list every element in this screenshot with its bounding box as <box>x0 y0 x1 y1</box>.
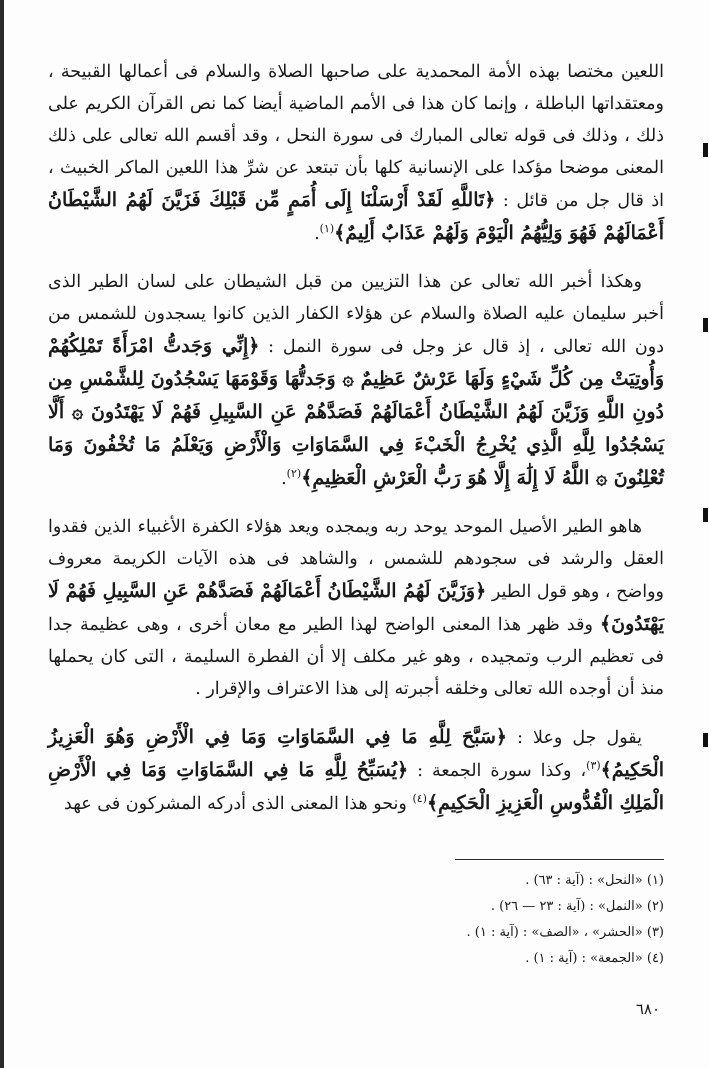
paragraph-4-quran-verse-2: ﴿يُسَبِّحُ لِلَّهِ مَا فِي السَّمَاوَاتِ وَمَا فِي الْأَرْضِ الْمَلِكِ الْقُدُّوسِ الْعَزِيزِ الْحَكِيمِ﴾ <box>48 759 664 814</box>
footnote-1: (١) «النحل» : (آية : ٦٣) . <box>525 873 664 888</box>
paragraph-4 <box>48 721 664 820</box>
page-number: ٦٨٠ <box>635 1000 660 1018</box>
footnote-4: (٤) «الجمعة» : (آية : ١) . <box>525 951 664 966</box>
paragraph-4-tail: ونحو هذا المعنى الذى أدركه المشركون فى عهد <box>64 794 413 814</box>
paragraph-2-quran-verse: ﴿إِنِّي وَجَدتُّ امْرَأَةً تَمْلِكُهُمْ وَأُوتِيَتْ مِن كُلِّ شَيْءٍ وَلَهَا عَرْشٌ عَظِيمٌ ۞ وَجَدتُّهَا وَقَوْمَهَا يَسْجُدُونَ لِلشَّمْسِ مِن دُونِ اللَّهِ وَزَيَّنَ لَهُمُ الشَّيْطَانُ أَعْمَالَهُمْ فَصَدَّهُمْ عَنِ السَّبِيلِ فَهُمْ لَا يَهْتَدُونَ ۞ أَلَّا يَسْجُدُوا لِلَّهِ الَّذِي يُخْرِجُ الْخَبْءَ فِي السَّمَاوَاتِ وَالْأَرْضِ وَيَعْلَمُ مَا تُخْفُونَ وَمَا تُعْلِنُونَ ۞ اللَّهُ لَا إِلَٰهَ إِلَّا هُوَ رَبُّ الْعَرْشِ الْعَظِيمِ﴾ <box>48 335 664 489</box>
footnote-ref-2[interactable]: (٢) <box>286 467 302 481</box>
paragraph-4-text: يقول جل وعلا : <box>507 728 643 748</box>
paragraph-1-quran-verse: ﴿تَاللَّهِ لَقَدْ أَرْسَلْنَا إِلَى أُمَمٍ مِّن قَبْلِكَ فَزَيَّنَ لَهُمُ الشَّيْطَانُ أَعْمَالَهُمْ فَهُوَ وَلِيُّهُمُ الْيَوْمَ وَلَهُمْ عَذَابٌ أَلِيمٌ﴾ <box>48 189 664 244</box>
footnote-3: (٣) «الحشر» ، «الصف» : (آية : ١) . <box>466 925 664 940</box>
body-text <box>48 56 664 836</box>
scan-mark <box>703 508 708 522</box>
footnotes <box>300 868 664 972</box>
paragraph-2-text: وهكذا أخبر الله تعالى عن هذا التزيين من قبل الشيطان على لسان الطير الذى أخبر سليمان عليه الصلاة والسلام عن هؤلاء الكفار الذين كانوا يسجدون للشمس من دون الله تعالى ، إذ قال عز وجل فى سورة النمل : <box>48 272 664 357</box>
paragraph-1-text: اللعين مختصا بهذه الأمة المحمدية على صاحبها الصلاة والسلام فى أعمالها القبيحة ، ومعتقداتها الباطلة ، وإنما كان هذا فى الأمم الماضية أيضا كما نص القرآن الكريم على ذلك ، وذلك فى قوله تعالى المبارك فى سورة النحل ، وقد أقسم الله تعالى على ذلك المعنى موضحا مؤكدا على الإنسانية كلها بأن تبتعد عن شرِّ هذا اللعين الماكر الخبيث ، اذ قال جل من قائل : <box>48 62 664 211</box>
footnote-ref-3[interactable]: (٣) <box>586 759 601 773</box>
scan-mark <box>703 143 708 157</box>
paragraph-4-mid: ، وكذا سورة الجمعة : <box>408 761 587 781</box>
paragraph-4-quran-verse: ﴿سَبَّحَ لِلَّهِ مَا فِي السَّمَاوَاتِ وَمَا فِي الْأَرْضِ وَهُوَ الْعَزِيزُ الْحَكِيمُ﴾ <box>48 726 664 781</box>
page-edge-shadow <box>0 0 4 1068</box>
paragraph-1 <box>48 56 664 250</box>
paragraph-1-tail: . <box>314 224 320 244</box>
footnote-ref-1[interactable]: (١) <box>319 222 335 236</box>
footnote-ref-4[interactable]: (٤) <box>412 792 427 806</box>
paragraph-3-quran-verse: ﴿وَزَيَّنَ لَهُمُ الشَّيْطَانُ أَعْمَالَهُمْ فَصَدَّهُمْ عَنِ السَّبِيلِ فَهُمْ لَا يَهْتَدُونَ﴾ <box>48 580 664 635</box>
paragraph-2 <box>48 266 664 495</box>
paragraph-3 <box>48 511 664 705</box>
paragraph-3-text: هاهو الطير الأصيل الموحد يوحد ربه ويمجده ويعد هؤلاء الكفرة الأغبياء الذين فقدوا العقل والرشد فى سجودهم للشمس ، والشاهد فى هذه الآيات الكريمة معروف وواضح ، وهو قول الطير <box>48 517 664 602</box>
footnote-separator <box>455 859 664 860</box>
scan-mark <box>703 318 708 332</box>
scan-mark <box>703 733 708 747</box>
footnote-2: (٢) «النمل» : (آية : ٢٣ — ٢٦) . <box>490 899 664 914</box>
paragraph-2-tail: . <box>281 469 287 489</box>
paragraph-3-tail: وقد ظهر هذا المعنى الواضح لهذا الطير مع معان أخرى ، وهى عظيمة جدا فى تعظيم الرب وتمجيده ، وهو غير مكلف إلا أن الفطرة السليمة ، التى كان يحملها منذ أن أوجده الله تعالى وخلقه أجبرته إلى هذا الاعتراف والإقرار . <box>48 615 664 699</box>
